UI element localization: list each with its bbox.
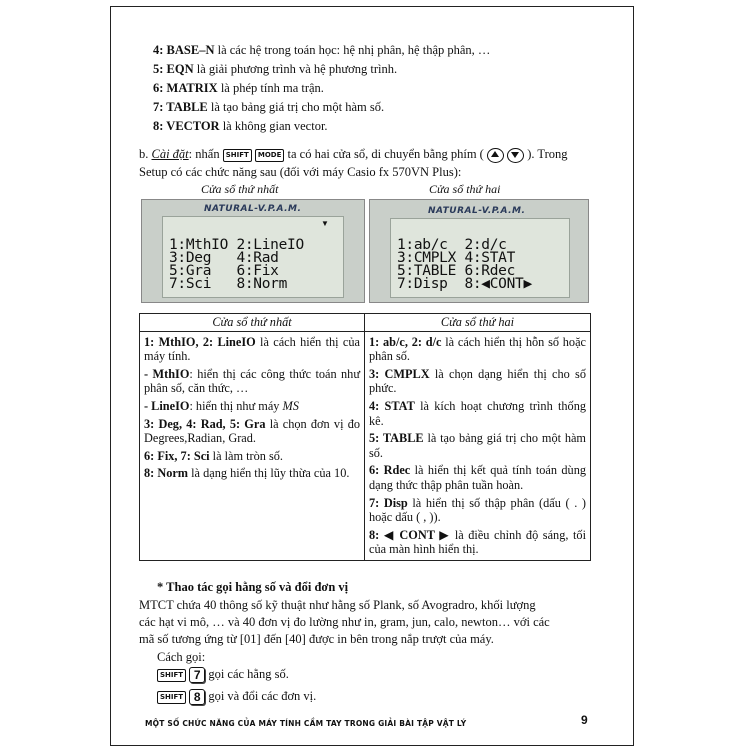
brand-label: NATURAL-V.P.A.M.	[428, 206, 526, 216]
call-units-row: SHIFT 8 gọi và đổi các đơn vị.	[157, 689, 316, 705]
list-item: 8: VECTOR là không gian vector.	[153, 119, 328, 133]
shift-key-icon: SHIFT	[157, 691, 186, 704]
shift-key-icon: SHIFT	[223, 149, 252, 162]
body-text: các hạt vi mô, … và 40 đơn vị đo lường như in, gram, jun, calo, newton… với các	[139, 615, 550, 629]
brand-label: NATURAL-V.P.A.M.	[204, 204, 302, 214]
setup-line-2: Setup có các chức năng sau (đối với máy Casio fx 570VN Plus):	[139, 165, 462, 179]
setup-line: b. Cài đặt: nhấn SHIFT MODE ta có hai cửa sổ, di chuyển bằng phím ( ). Trong	[139, 147, 568, 161]
lcd-row: 1:MthIO 2:LineIO	[169, 237, 304, 253]
setup-table	[139, 313, 591, 561]
body-text: mã số tương ứng từ [01] đến [40] được in bên trong nắp trượt của máy.	[139, 632, 494, 646]
lcd-display	[390, 218, 570, 298]
shift-key-icon: SHIFT	[157, 669, 186, 682]
table-entry: - MthIO: hiển thị các công thức toán như phân số, căn thức, …	[144, 366, 360, 396]
table-header: Cửa sổ thứ nhất	[140, 314, 365, 332]
table-entry: 8: Norm là dạng hiển thị lũy thừa của 10.	[144, 466, 350, 481]
table-entry: - LineIO: hiển thị như máy MS	[144, 398, 299, 413]
list-item: 6: MATRIX là phép tính ma trận.	[153, 81, 324, 95]
arrow-up-icon	[487, 148, 504, 163]
page-footer-title: MỘT SỐ CHỨC NĂNG CỦA MÁY TÍNH CẦM TAY TRONG GIẢI BÀI TẬP VẬT LÝ	[145, 719, 467, 728]
lcd-row: 7:Disp 8:◀CONT▶	[397, 276, 532, 292]
lcd-row: 1:ab/c 2:d/c	[397, 237, 507, 253]
list-item: 5: EQN là giải phương trình và hệ phương trình.	[153, 62, 398, 76]
calculator-screen-second	[369, 199, 589, 303]
key-7-icon: 7	[189, 667, 205, 683]
lcd-row: 3:CMPLX 4:STAT	[397, 250, 516, 266]
table-cell-first-window	[140, 331, 365, 560]
mode-key-icon: MODE	[255, 149, 285, 162]
call-label: Cách gọi:	[157, 650, 206, 664]
lcd-row: 5:Gra 6:Fix	[169, 263, 279, 279]
table-header: Cửa sổ thứ hai	[365, 314, 591, 332]
caption-second-window: Cửa sổ thứ hai	[429, 182, 501, 196]
lcd-row: 3:Deg 4:Rad	[169, 250, 279, 266]
page-number: 9	[581, 713, 588, 727]
table-entry: 7: Disp là hiển thị số thập phân (dấu ( . ) hoặc dấu ( , )).	[369, 495, 586, 525]
key-8-icon: 8	[189, 689, 205, 705]
scroll-down-indicator-icon: ▼	[321, 219, 329, 228]
setup-label: Cài đặt	[151, 147, 189, 161]
table-entry: 3: Deg, 4: Rad, 5: Gra là chọn đơn vị đo Degrees,Radian, Grad.	[144, 416, 360, 446]
lcd-row: 7:Sci 8:Norm	[169, 276, 288, 292]
list-item: 4: BASE–N là các hệ trong toán học: hệ nhị phân, hệ thập phân, …	[153, 43, 491, 57]
table-entry: 6: Rdec là hiển thị kết quả tính toán dùng dạng thức thập phân tuần hoàn.	[369, 463, 587, 492]
table-entry: 1: MthIO, 2: LineIO là cách hiển thị của máy tính.	[144, 334, 360, 364]
body-text: MTCT chứa 40 thông số kỹ thuật như hằng số Plank, số Avogradro, khối lượng	[139, 598, 536, 612]
call-constants-row: SHIFT 7 gọi các hằng số.	[157, 667, 289, 683]
table-cell-second-window	[365, 331, 591, 560]
lcd-display	[162, 216, 344, 298]
caption-first-window: Cửa sổ thứ nhất	[201, 182, 279, 196]
document-page	[110, 6, 634, 746]
list-item: 7: TABLE là tạo bảng giá trị cho một hàm số.	[153, 100, 385, 114]
arrow-down-icon	[507, 148, 524, 163]
lcd-row: 5:TABLE 6:Rdec	[397, 263, 516, 279]
table-entry: 6: Fix, 7: Sci là làm tròn số.	[144, 448, 284, 463]
table-entry: 1: ab/c, 2: d/c là cách hiển thị hỗn số hoặc phân số.	[369, 334, 586, 364]
section-heading: * Thao tác gọi hằng số và đổi đơn vị	[157, 580, 349, 594]
calculator-screen-first	[141, 199, 365, 303]
table-entry: 3: CMPLX là chọn dạng hiển thị cho số phức.	[369, 366, 586, 396]
table-entry: 4: STAT là kích hoạt chương trình thống kê.	[369, 398, 587, 428]
table-entry: 8: ◀ CONT ▶ là điều chỉnh độ sáng, tối của màn hình hiển thị.	[369, 527, 586, 557]
table-entry: 5: TABLE là tạo bảng giá trị cho một hàm số.	[369, 431, 586, 460]
